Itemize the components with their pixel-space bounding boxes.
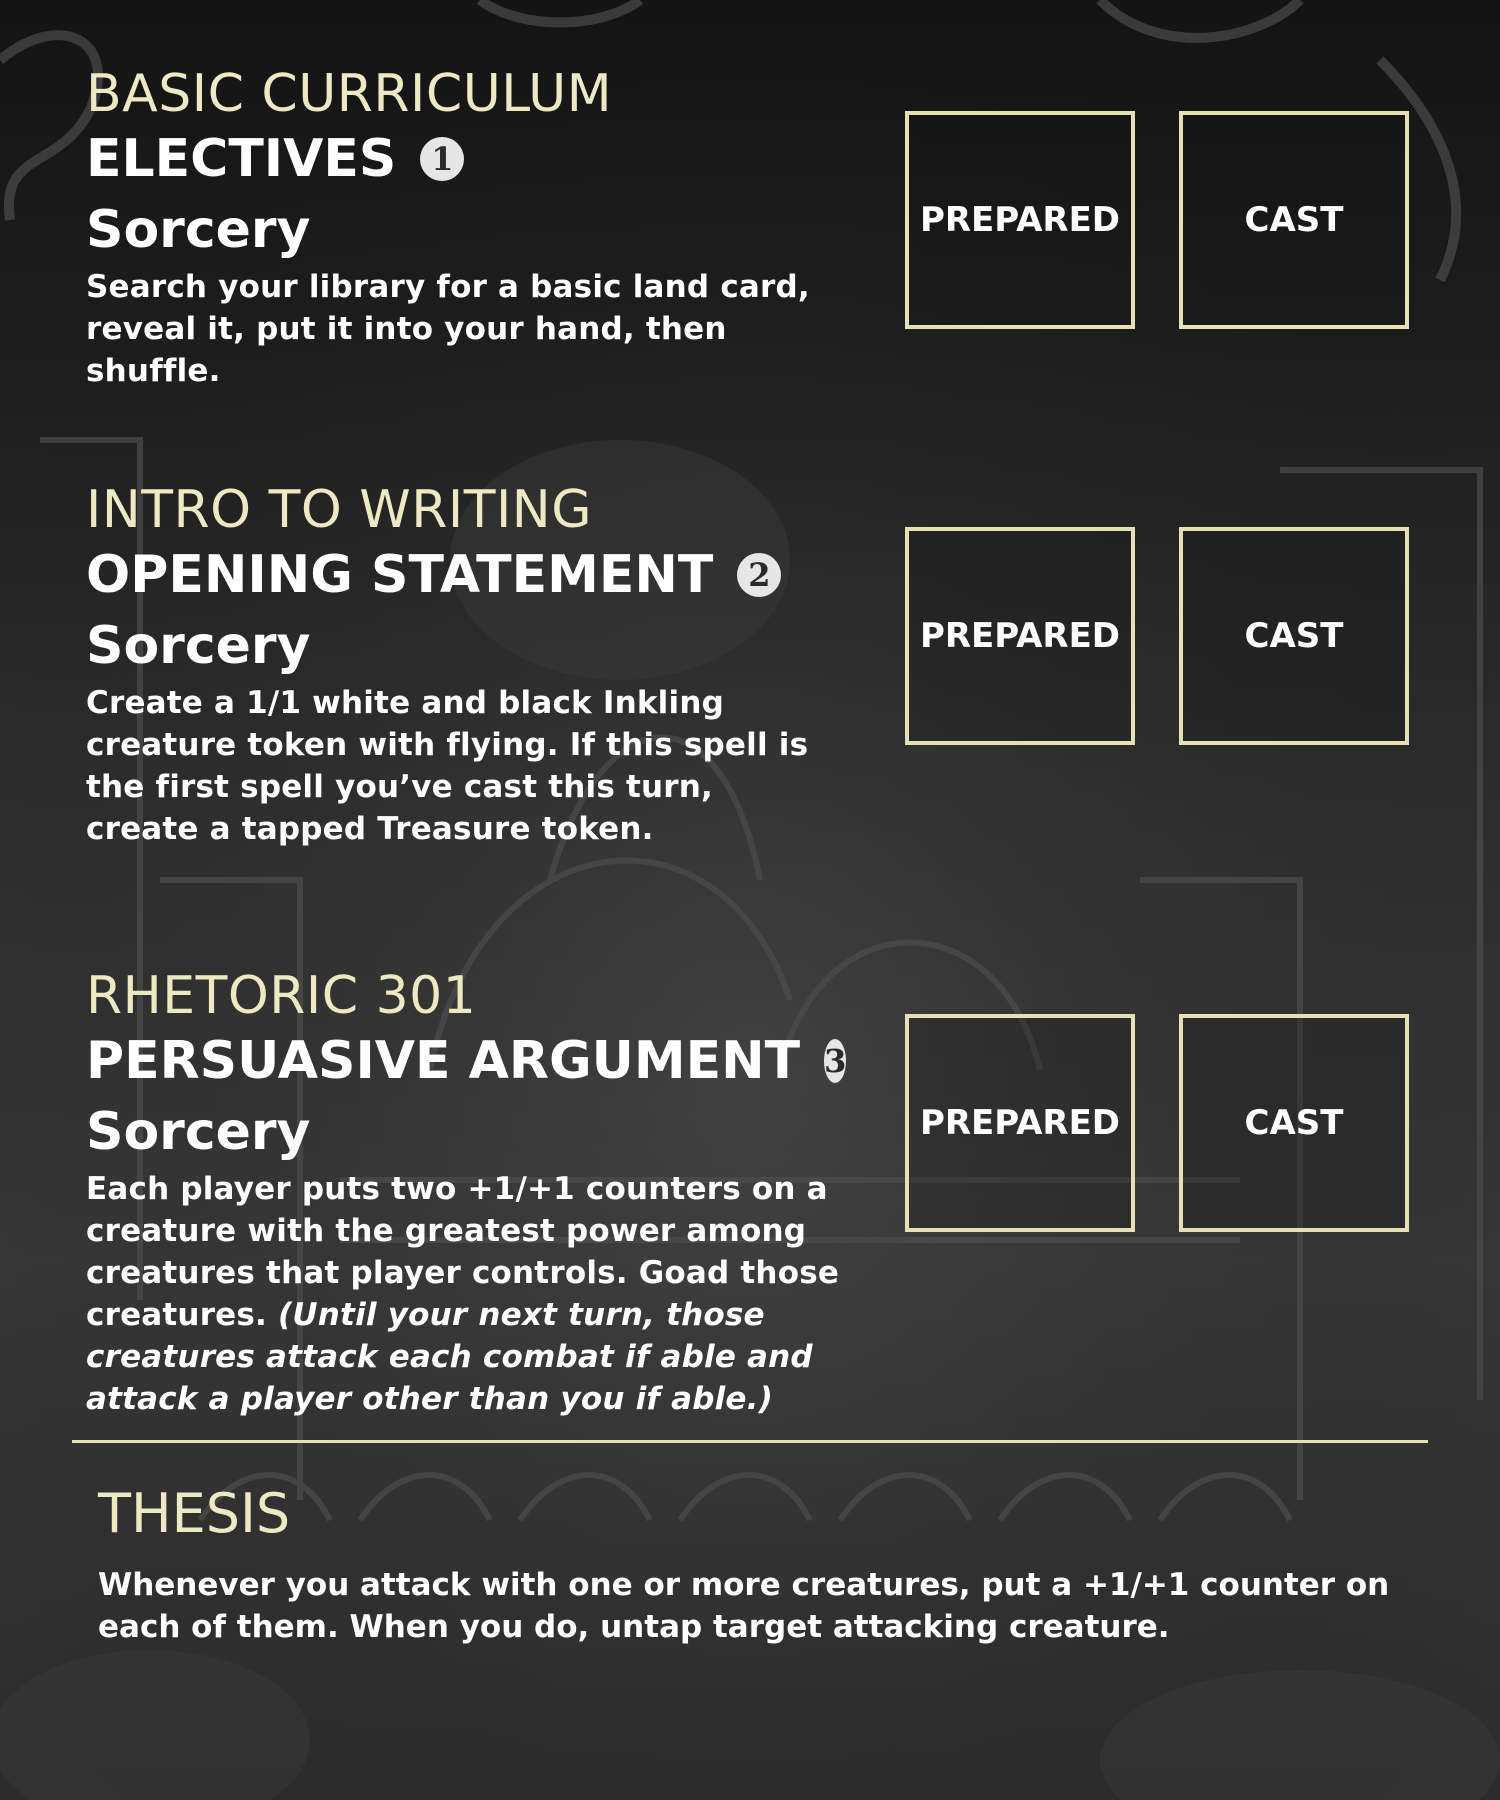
spell-name-row <box>86 540 846 610</box>
curriculum-title: RHETORIC 301 <box>86 966 477 1026</box>
rules-text <box>86 266 846 392</box>
prepared-label: PREPARED <box>919 200 1121 240</box>
rules-text <box>86 1168 866 1420</box>
rules-body: Each player puts two +1/+1 counters on a creature with the greatest power among creatures that player controls. Goad those creatures. <box>86 1171 840 1333</box>
spell-name-row <box>86 124 846 194</box>
reminder-text: (Until your next turn, those creatures attack each combat if able and attack a player other than you if able.) <box>86 1297 813 1417</box>
rules-text <box>86 682 826 850</box>
section-divider <box>72 1440 1428 1443</box>
chapter-number-icon: 3 <box>824 1039 846 1083</box>
spell-name: ELECTIVES <box>86 129 397 189</box>
prepared-label: PREPARED <box>919 616 1121 656</box>
prepared-checkbox-3[interactable] <box>905 1014 1135 1232</box>
rules-body: Search your library for a basic land card, reveal it, put it into your hand, then shuffle. <box>86 269 810 389</box>
cast-checkbox-2[interactable] <box>1179 527 1409 745</box>
spell-name-row <box>86 1026 846 1096</box>
curriculum-title: BASIC CURRICULUM <box>86 64 613 124</box>
thesis-text: Whenever you attack with one or more creatures, put a +1/+1 counter on each of them. When you do, untap target attacking creature. <box>98 1567 1390 1645</box>
cast-label: CAST <box>1244 200 1344 240</box>
prepared-checkbox-1[interactable] <box>905 111 1135 329</box>
cast-checkbox-1[interactable] <box>1179 111 1409 329</box>
chapter-2-section <box>86 480 846 850</box>
chapter-number-icon: 1 <box>420 137 464 181</box>
cast-label: CAST <box>1244 1103 1344 1143</box>
chapter-1-section <box>86 64 846 392</box>
cast-label: CAST <box>1244 616 1344 656</box>
spell-type: Sorcery <box>86 200 311 260</box>
curriculum-title: INTRO TO WRITING <box>86 480 592 540</box>
cast-checkbox-3[interactable] <box>1179 1014 1409 1232</box>
spell-name: OPENING STATEMENT <box>86 545 714 605</box>
spell-type: Sorcery <box>86 1102 311 1162</box>
chapter-number-icon: 2 <box>737 553 781 597</box>
spell-type: Sorcery <box>86 616 311 676</box>
thesis-title: THESIS <box>98 1482 291 1545</box>
rules-body: Create a 1/1 white and black Inkling creature token with flying. If this spell is the first spell you’ve cast this turn, create a tapped Treasure token. <box>86 685 809 847</box>
prepared-checkbox-2[interactable] <box>905 527 1135 745</box>
prepared-label: PREPARED <box>919 1103 1121 1143</box>
spell-name: PERSUASIVE ARGUMENT <box>86 1031 801 1091</box>
chapter-3-section <box>86 966 846 1420</box>
